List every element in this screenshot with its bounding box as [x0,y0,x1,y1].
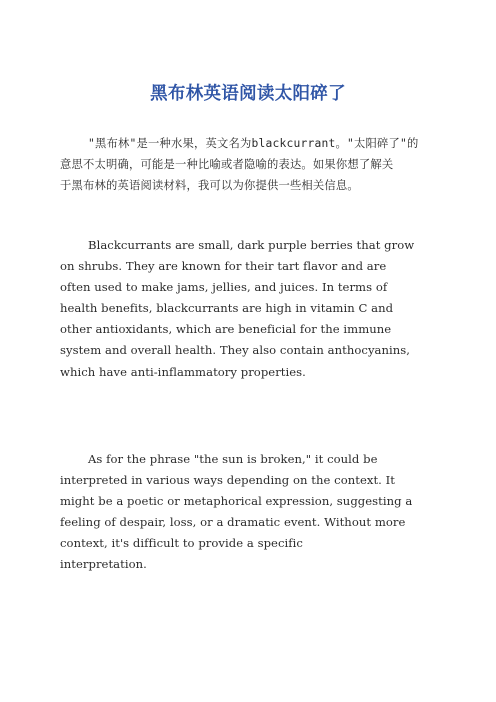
text-line: which have anti-inflammatory properties. [60,364,306,379]
text-line: "黑布林"是一种水果，英文名为blackcurrant。"太阳碎了"的 [88,137,419,150]
paragraph-blackcurrants [60,235,438,383]
text-line: As for the phrase "the sun is broken," it could be [88,452,378,466]
text-line: Blackcurrants are small, dark purple berries that grow [88,238,415,252]
text-line: system and overall health. They also contain anthocyanins, [60,343,411,358]
text-line: often used to make jams, jellies, and juices. In terms of [60,280,388,295]
text-line: context, it's difficult to provide a specific [60,536,303,551]
text-line: on shrubs. They are known for their tart flavor and are [60,259,387,274]
text-line: other antioxidants, which are beneficial for the immune [60,322,392,337]
text-line: 意思不太明确，可能是一种比喻或者隐喻的表达。如果你想了解关 [60,158,394,172]
text-line: interpretation. [60,557,147,572]
text-line: interpreted in various ways depending on the context. It [60,473,395,488]
paragraph-sun-is-broken [60,449,438,576]
page-title: 黑布林英语阅读太阳碎了 [150,84,346,104]
text-line: 于黑布林的英语阅读材料，我可以为你提供一些相关信息。 [60,179,359,193]
text-line: feeling of despair, loss, or a dramatic event. Without more [60,515,406,530]
text-line: health benefits, blackcurrants are high in vitamin C and [60,301,394,316]
paragraph-intro-chinese [60,133,438,196]
text-line: might be a poetic or metaphorical expression, suggesting a [60,494,413,509]
